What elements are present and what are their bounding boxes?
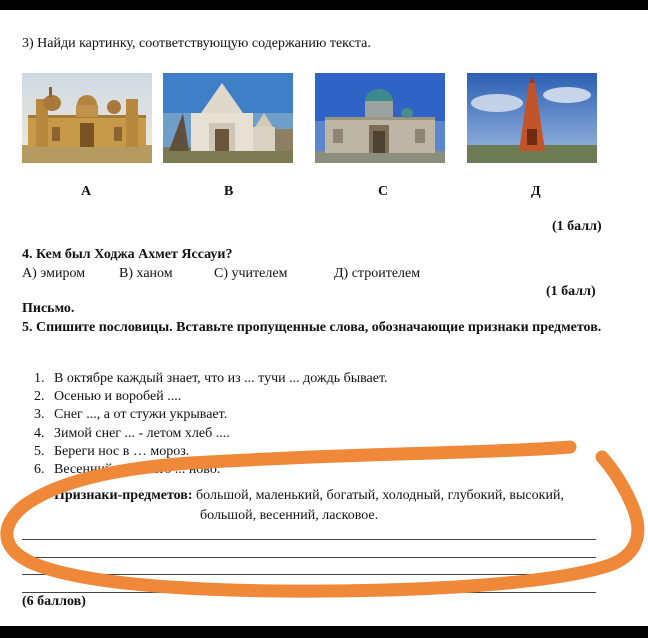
signs-label: Признаки-предметов: bbox=[54, 488, 193, 503]
list-item: 1. В октябре каждый знает, что из ... тучи ... дождь бывает. bbox=[34, 371, 388, 386]
task4-option-d: Д) строителем bbox=[334, 266, 421, 281]
picture-label-d: Д bbox=[531, 184, 541, 199]
task4-points: (1 балл) bbox=[546, 284, 596, 299]
task3-points: (1 балл) bbox=[552, 219, 602, 234]
list-item: 4. Зимой снег ... - летом хлеб .... bbox=[34, 425, 230, 441]
picture-label-c: С bbox=[378, 184, 389, 199]
picture-label-a: А bbox=[81, 184, 92, 199]
list-item: 3. Снег ..., а от стужи укрывает. bbox=[34, 407, 228, 423]
list-item: 6. Весенний день- что ... ново. bbox=[34, 462, 221, 478]
task3-title: 3) Найди картинку, соответствующую содержанию текста. bbox=[22, 36, 371, 51]
task4-option-a: А) эмиром bbox=[22, 266, 86, 281]
picture-label-b: В bbox=[224, 184, 234, 199]
task4-title: 4. Кем был Ходжа Ахмет Яссауи? bbox=[22, 247, 233, 262]
highlight-stroke bbox=[0, 10, 648, 626]
signs-line-1: Признаки-предметов: большой, маленький, богатый, холодный, глубокий, высокий, bbox=[54, 488, 564, 503]
task4-option-b: В) ханом bbox=[119, 266, 173, 281]
task5-points: (6 баллов) bbox=[22, 594, 86, 609]
worksheet-page bbox=[0, 10, 648, 626]
task4-option-c: С) учителем bbox=[214, 266, 288, 281]
list-item: 5. Береги нос в … мороз. bbox=[34, 443, 190, 459]
section-heading: Письмо. bbox=[22, 301, 75, 316]
task5-title: 5. Спишите пословицы. Вставьте пропущенные слова, обозначающие признаки предметов. bbox=[22, 320, 602, 335]
list-item: 2. Осенью и воробей .... bbox=[34, 389, 182, 405]
signs-line-2: большой, весенний, ласковое. bbox=[200, 508, 379, 523]
